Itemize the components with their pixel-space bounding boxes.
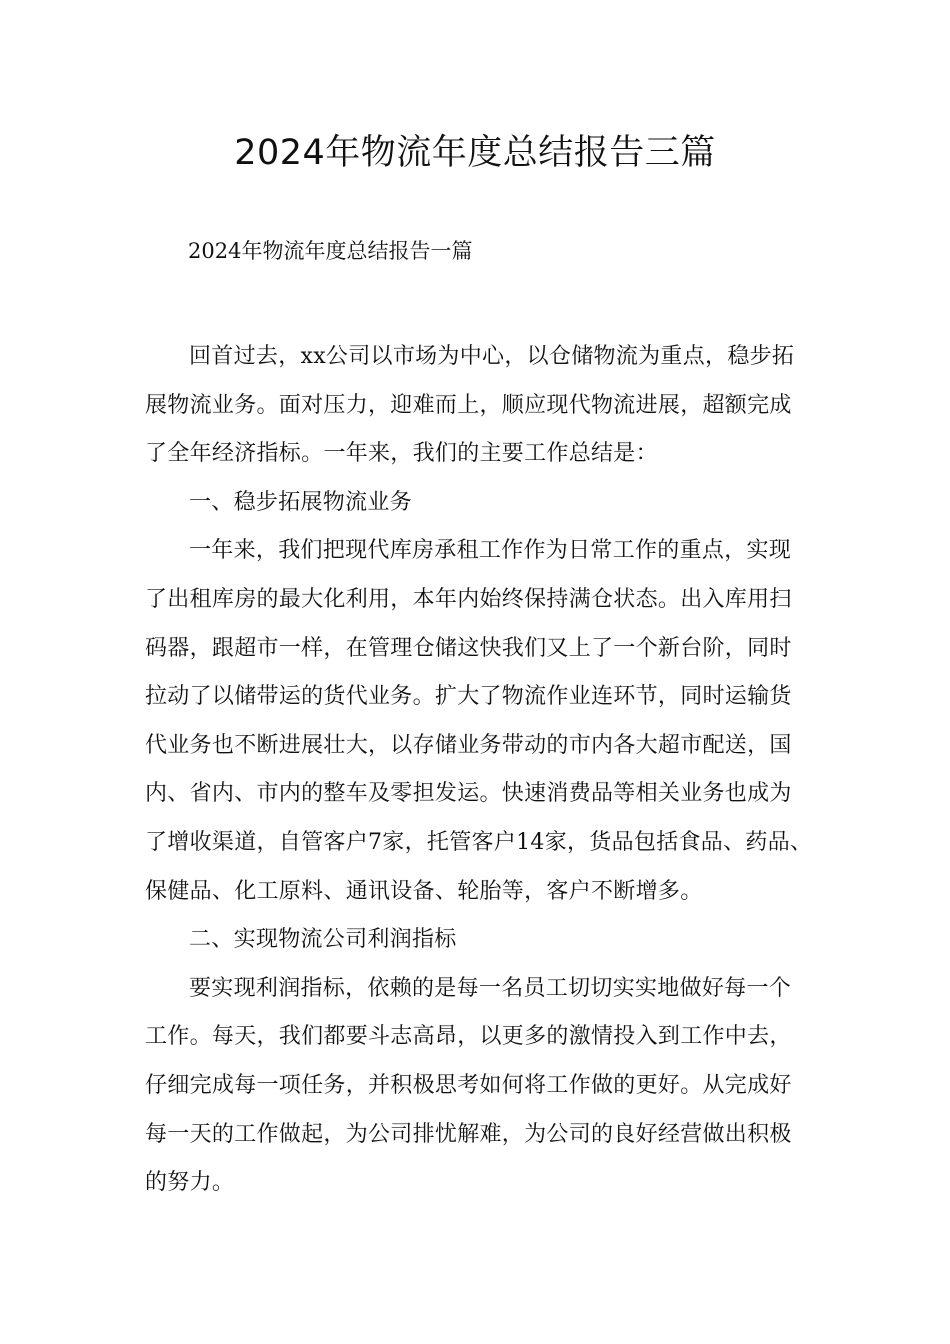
body-line: 二、实现物流公司利润指标 bbox=[189, 927, 457, 953]
body-line: 一、稳步拓展物流业务 bbox=[189, 489, 413, 515]
body-line: 一年来，我们把现代库房承租工作作为日常工作的重点，实现 bbox=[189, 538, 792, 564]
body-line: 代业务也不断进展壮大，以存储业务带动的市内各大超市配送，国 bbox=[145, 732, 792, 758]
body-line: 工作。每天，我们都要斗志高昂，以更多的激情投入到工作中去， bbox=[145, 1024, 792, 1050]
body-line: 展物流业务。面对压力，迎难而上，顺应现代物流进展，超额完成 bbox=[145, 392, 792, 418]
body-line: 保健品、化工原料、通讯设备、轮胎等，客户不断增多。 bbox=[145, 878, 703, 904]
body-line: 码器，跟超市一样，在管理仓储这快我们又上了一个新台阶，同时 bbox=[145, 635, 792, 661]
body-line: 拉动了以储带运的货代业务。扩大了物流作业连环节，同时运输货 bbox=[145, 684, 792, 710]
body-line: 每一天的工作做起，为公司排忧解难，为公司的良好经营做出积极 bbox=[145, 1121, 792, 1147]
section-subtitle: 2024年物流年度总结报告一篇 bbox=[188, 239, 473, 263]
body-line: 仔细完成每一项任务，并积极思考如何将工作做的更好。从完成好 bbox=[145, 1072, 792, 1098]
body-line: 要实现利润指标，依赖的是每一名员工切切实实地做好每一个 bbox=[189, 975, 792, 1001]
body-line: 了出租库房的最大化利用，本年内始终保持满仓状态。出入库用扫 bbox=[145, 586, 792, 612]
body-line: 了增收渠道，自管客户7家，托管客户14家，货品包括食品、药品、 bbox=[145, 829, 813, 855]
body-line: 回首过去，xx公司以市场为中心，以仓储物流为重点，稳步拓 bbox=[189, 344, 795, 369]
body-line: 了全年经济指标。一年来，我们的主要工作总结是： bbox=[145, 441, 658, 467]
document-body bbox=[145, 333, 825, 1208]
body-line: 内、省内、市内的整车及零担发运。快速消费品等相关业务也成为 bbox=[145, 781, 792, 807]
document-title: 2024年物流年度总结报告三篇 bbox=[234, 133, 716, 173]
body-line: 的努力。 bbox=[145, 1170, 235, 1196]
